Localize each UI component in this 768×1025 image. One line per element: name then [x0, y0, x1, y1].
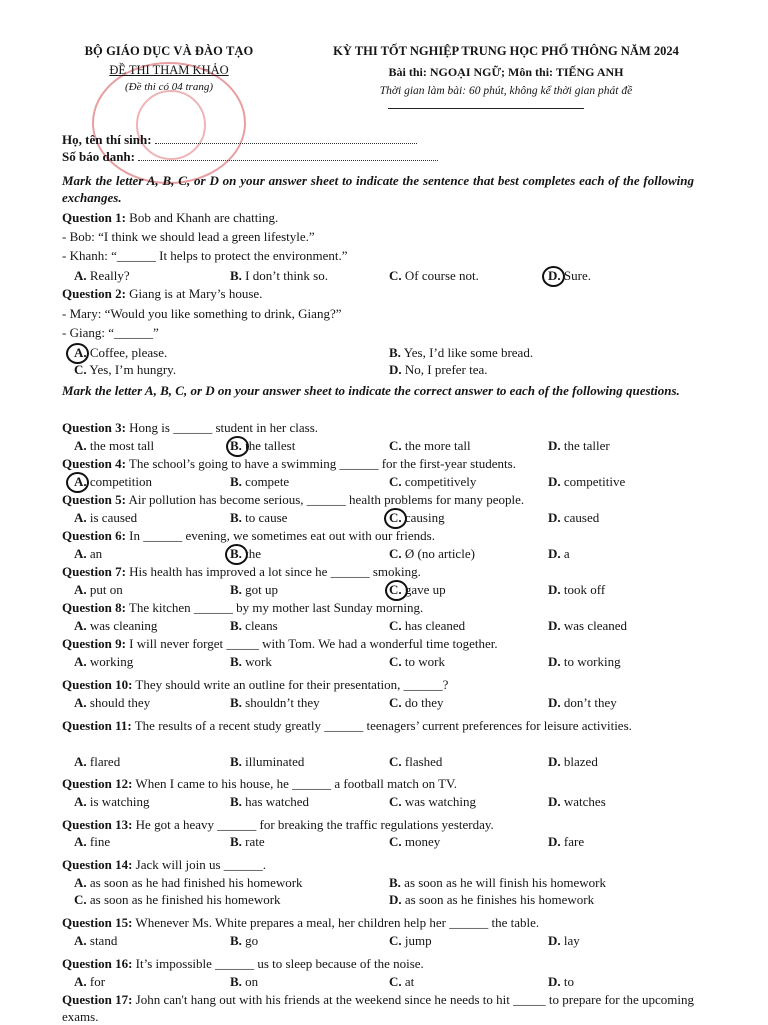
q16-option-a[interactable]: A. for — [74, 974, 106, 989]
q7-option-a[interactable]: A. put on — [74, 582, 123, 597]
q10-option-a[interactable]: A. should they — [74, 695, 151, 710]
q15-stem: Question 15: Whenever Ms. White prepares a meal, her children help her ______ the table. — [62, 915, 540, 930]
q15-option-a[interactable]: A. stand — [74, 933, 118, 948]
q15-option-c[interactable]: C. jump — [389, 933, 432, 948]
q6-stem: Question 6: In ______ evening, we sometimes eat out with our friends. — [62, 528, 435, 543]
q14-option-a[interactable]: A. as soon as he had finished his homework — [74, 875, 303, 890]
ministry-name: BỘ GIÁO DỤC VÀ ĐÀO TẠO — [84, 44, 254, 58]
q8-stem: Question 8: The kitchen ______ by my mother last Sunday morning. — [62, 600, 424, 615]
section1-instruction: Mark the letter A, B, C, or D on your answer sheet to indicate the sentence that best completes each of the following exchanges. — [62, 173, 694, 205]
q7-stem: Question 7: His health has improved a lot since he ______ smoking. — [62, 564, 421, 579]
q1-stem: Question 1: Bob and Khanh are chatting. — [62, 210, 279, 225]
q11-option-b[interactable]: B. illuminated — [230, 754, 305, 769]
candidate-number-row — [62, 149, 438, 165]
q6-option-a[interactable]: A. an — [74, 546, 103, 561]
candidate-number-field[interactable] — [138, 149, 438, 161]
exam-title: KỲ THI TỐT NGHIỆP TRUNG HỌC PHỔ THÔNG NĂM 2024 — [333, 44, 679, 58]
q13-option-a[interactable]: A. fine — [74, 834, 111, 849]
q7-option-b[interactable]: B. got up — [230, 582, 279, 597]
q12-stem: Question 12: When I came to his house, he ______ a football match on TV. — [62, 776, 457, 791]
q1-option-b[interactable]: B. I don’t think so. — [230, 268, 328, 283]
q4-option-b[interactable]: B. compete — [230, 474, 290, 489]
q6-option-b[interactable]: B. the — [230, 546, 262, 561]
q2-option-a[interactable]: A. Coffee, please. — [74, 345, 168, 360]
q9-option-c[interactable]: C. to work — [389, 654, 445, 669]
section2-instruction: Mark the letter A, B, C, or D on your answer sheet to indicate the correct answer to each of the following questions. — [62, 383, 680, 398]
q2-dialogue-1: - Mary: “Would you like something to drink, Giang?” — [62, 306, 342, 321]
candidate-name-label: Họ, tên thí sinh: — [62, 132, 152, 147]
q16-option-c[interactable]: C. at — [389, 974, 415, 989]
q3-option-a[interactable]: A. the most tall — [74, 438, 155, 453]
q14-option-b[interactable]: B. as soon as he will finish his homework — [389, 875, 607, 890]
q5-option-c[interactable]: C. causing — [389, 510, 445, 525]
q17-stem: Question 17: John can't hang out with his friends at the weekend since he needs to hit _____ to prepare for the upcoming exams. — [62, 992, 694, 1024]
q8-option-a[interactable]: A. was cleaning — [74, 618, 158, 633]
q1-option-a[interactable]: A. Really? — [74, 268, 130, 283]
q16-stem: Question 16: It’s impossible ______ us to sleep because of the noise. — [62, 956, 424, 971]
q1-dialogue-2: - Khanh: “______ It helps to protect the environment.” — [62, 248, 348, 263]
q11-stem: Question 11: The results of a recent study greatly ______ teenagers’ current preferences for leisure activities. — [62, 718, 632, 733]
q8-option-d[interactable]: D. was cleaned — [548, 618, 628, 633]
q6-option-d[interactable]: D. a — [548, 546, 570, 561]
q5-option-a[interactable]: A. is caused — [74, 510, 138, 525]
q2-option-c[interactable]: C. Yes, I’m hungry. — [74, 362, 177, 377]
q5-option-b[interactable]: B. to cause — [230, 510, 288, 525]
q13-option-d[interactable]: D. fare — [548, 834, 585, 849]
candidate-number-label: Số báo danh: — [62, 149, 135, 164]
header-left — [60, 44, 278, 93]
q11-option-c[interactable]: C. flashed — [389, 754, 443, 769]
q1-option-d[interactable]: D. Sure. — [548, 268, 591, 283]
q5-stem: Question 5: Air pollution has become serious, ______ health problems for many people. — [62, 492, 525, 507]
q12-option-a[interactable]: A. is watching — [74, 794, 150, 809]
q11-option-d[interactable]: D. blazed — [548, 754, 598, 769]
q2-stem: Question 2: Giang is at Mary’s house. — [62, 286, 263, 301]
q14-option-d[interactable]: D. as soon as he finishes his homework — [389, 892, 595, 907]
q4-stem: Question 4: The school’s going to have a swimming ______ for the first-year students. — [62, 456, 516, 471]
q9-stem: Question 9: I will never forget _____ with Tom. We had a wonderful time together. — [62, 636, 498, 651]
exam-type: ĐỀ THI THAM KHẢO — [109, 63, 229, 77]
q14-stem: Question 14: Jack will join us ______. — [62, 857, 267, 872]
q12-option-c[interactable]: C. was watching — [389, 794, 477, 809]
q5-option-d[interactable]: D. caused — [548, 510, 600, 525]
q16-option-b[interactable]: B. on — [230, 974, 259, 989]
q4-option-d[interactable]: D. competitive — [548, 474, 626, 489]
q8-option-b[interactable]: B. cleans — [230, 618, 278, 633]
q3-option-b[interactable]: B. the tallest — [230, 438, 296, 453]
q4-option-c[interactable]: C. competitively — [389, 474, 477, 489]
q8-option-c[interactable]: C. has cleaned — [389, 618, 466, 633]
candidate-name-field[interactable] — [155, 132, 417, 144]
q16-option-d[interactable]: D. to — [548, 974, 575, 989]
q10-option-b[interactable]: B. shouldn’t they — [230, 695, 320, 710]
q1-dialogue-1: - Bob: “I think we should lead a green lifestyle.” — [62, 229, 315, 244]
pages-note: (Đề thi có 04 trang) — [125, 81, 213, 93]
exam-time: Thời gian làm bài: 60 phút, không kể thời gian phát đề — [379, 85, 633, 97]
q13-option-c[interactable]: C. money — [389, 834, 441, 849]
q12-option-d[interactable]: D. watches — [548, 794, 606, 809]
q7-option-d[interactable]: D. took off — [548, 582, 606, 597]
q11-option-a[interactable]: A. flared — [74, 754, 121, 769]
q2-option-d[interactable]: D. No, I prefer tea. — [389, 362, 488, 377]
q2-dialogue-2: - Giang: “______” — [62, 325, 159, 340]
header-rule — [388, 108, 584, 109]
q10-option-d[interactable]: D. don’t they — [548, 695, 617, 710]
q14-option-c[interactable]: C. as soon as he finished his homework — [74, 892, 281, 907]
q9-option-a[interactable]: A. working — [74, 654, 134, 669]
q6-option-c[interactable]: C. Ø (no article) — [389, 546, 475, 561]
q15-option-b[interactable]: B. go — [230, 933, 259, 948]
q9-option-b[interactable]: B. work — [230, 654, 272, 669]
q3-option-c[interactable]: C. the more tall — [389, 438, 471, 453]
q7-option-c[interactable]: C. gave up — [389, 582, 446, 597]
q12-option-b[interactable]: B. has watched — [230, 794, 310, 809]
header-right — [296, 44, 716, 97]
q1-option-c[interactable]: C. Of course not. — [389, 268, 479, 283]
exam-subject: Bài thi: NGOẠI NGỮ; Môn thi: TIẾNG ANH — [388, 65, 624, 79]
q4-option-a[interactable]: A. competition — [74, 474, 152, 489]
q13-stem: Question 13: He got a heavy ______ for breaking the traffic regulations yesterday. — [62, 817, 494, 832]
q15-option-d[interactable]: D. lay — [548, 933, 580, 948]
q10-option-c[interactable]: C. do they — [389, 695, 444, 710]
q9-option-d[interactable]: D. to working — [548, 654, 621, 669]
q2-option-b[interactable]: B. Yes, I’d like some bread. — [389, 345, 534, 360]
candidate-name-row — [62, 132, 417, 148]
q13-option-b[interactable]: B. rate — [230, 834, 265, 849]
q10-stem: Question 10: They should write an outline for their presentation, ______? — [62, 677, 449, 692]
q3-option-d[interactable]: D. the taller — [548, 438, 610, 453]
q3-stem: Question 3: Hong is ______ student in her class. — [62, 420, 319, 435]
